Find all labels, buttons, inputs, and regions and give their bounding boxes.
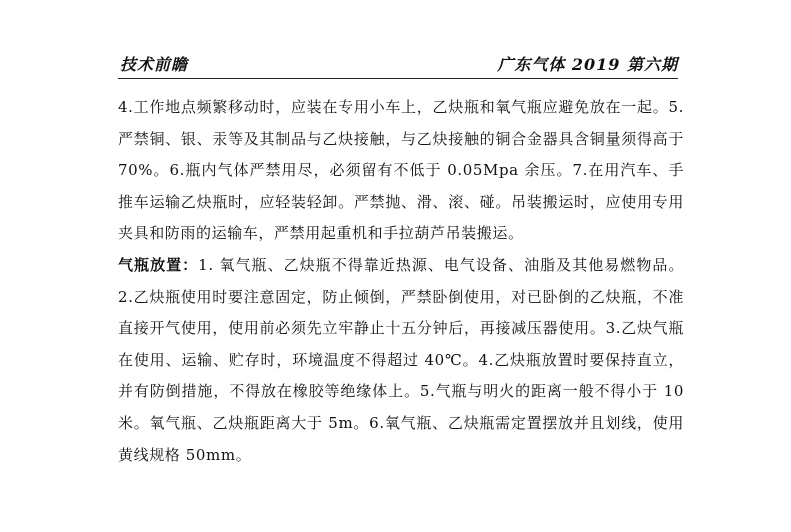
section-title: 技术前瞻: [120, 55, 189, 74]
placement-text: 1. 氧气瓶、乙炔瓶不得靠近热源、电气设备、油脂及其他易燃物品。2.乙炔瓶使用时要注意固定，防止倾倒，严禁卧倒使用，对已卧倒的乙炔瓶，不准直接开气使用，使用前必须先立牢静止十五分钟后，再接减压器使用。3.乙炔气瓶在使用、运输、贮存时，环境温度不得超过 40℃。4.乙炔瓶放置时要保持直立，并有防倒措施，不得放在橡胶等绝缘体上。5.气瓶与明火的距离一般不得小于 10 米。氧气瓶、乙炔瓶距离大于 5m。6.氧气瓶、乙炔瓶需定置摆放并且划线，使用黄线规格 50mm。: [118, 255, 684, 464]
page-header: [118, 50, 678, 76]
placement-heading: 气瓶放置：: [118, 255, 199, 274]
paragraph-placement: [118, 250, 684, 471]
header-divider: [118, 78, 678, 79]
paragraph-transport: 4.工作地点频繁移动时，应装在专用小车上，乙炔瓶和氧气瓶应避免放在一起。5.严禁铜、银、汞等及其制品与乙炔接触，与乙炔接触的铜合金器具含铜量须得高于 70%。6.瓶内气体严禁用尽，必须留有不低于 0.05Mpa 余压。7.在用汽车、手推车运输乙炔瓶时，应轻装轻卸。严禁抛、滑、滚、碰。吊装搬运时，应使用专用夹具和防雨的运输车，严禁用起重机和手拉葫芦吊装搬运。: [118, 98, 684, 243]
journal-issue: 广东气体 2019 第六期: [497, 55, 678, 74]
article-body: [118, 92, 684, 471]
